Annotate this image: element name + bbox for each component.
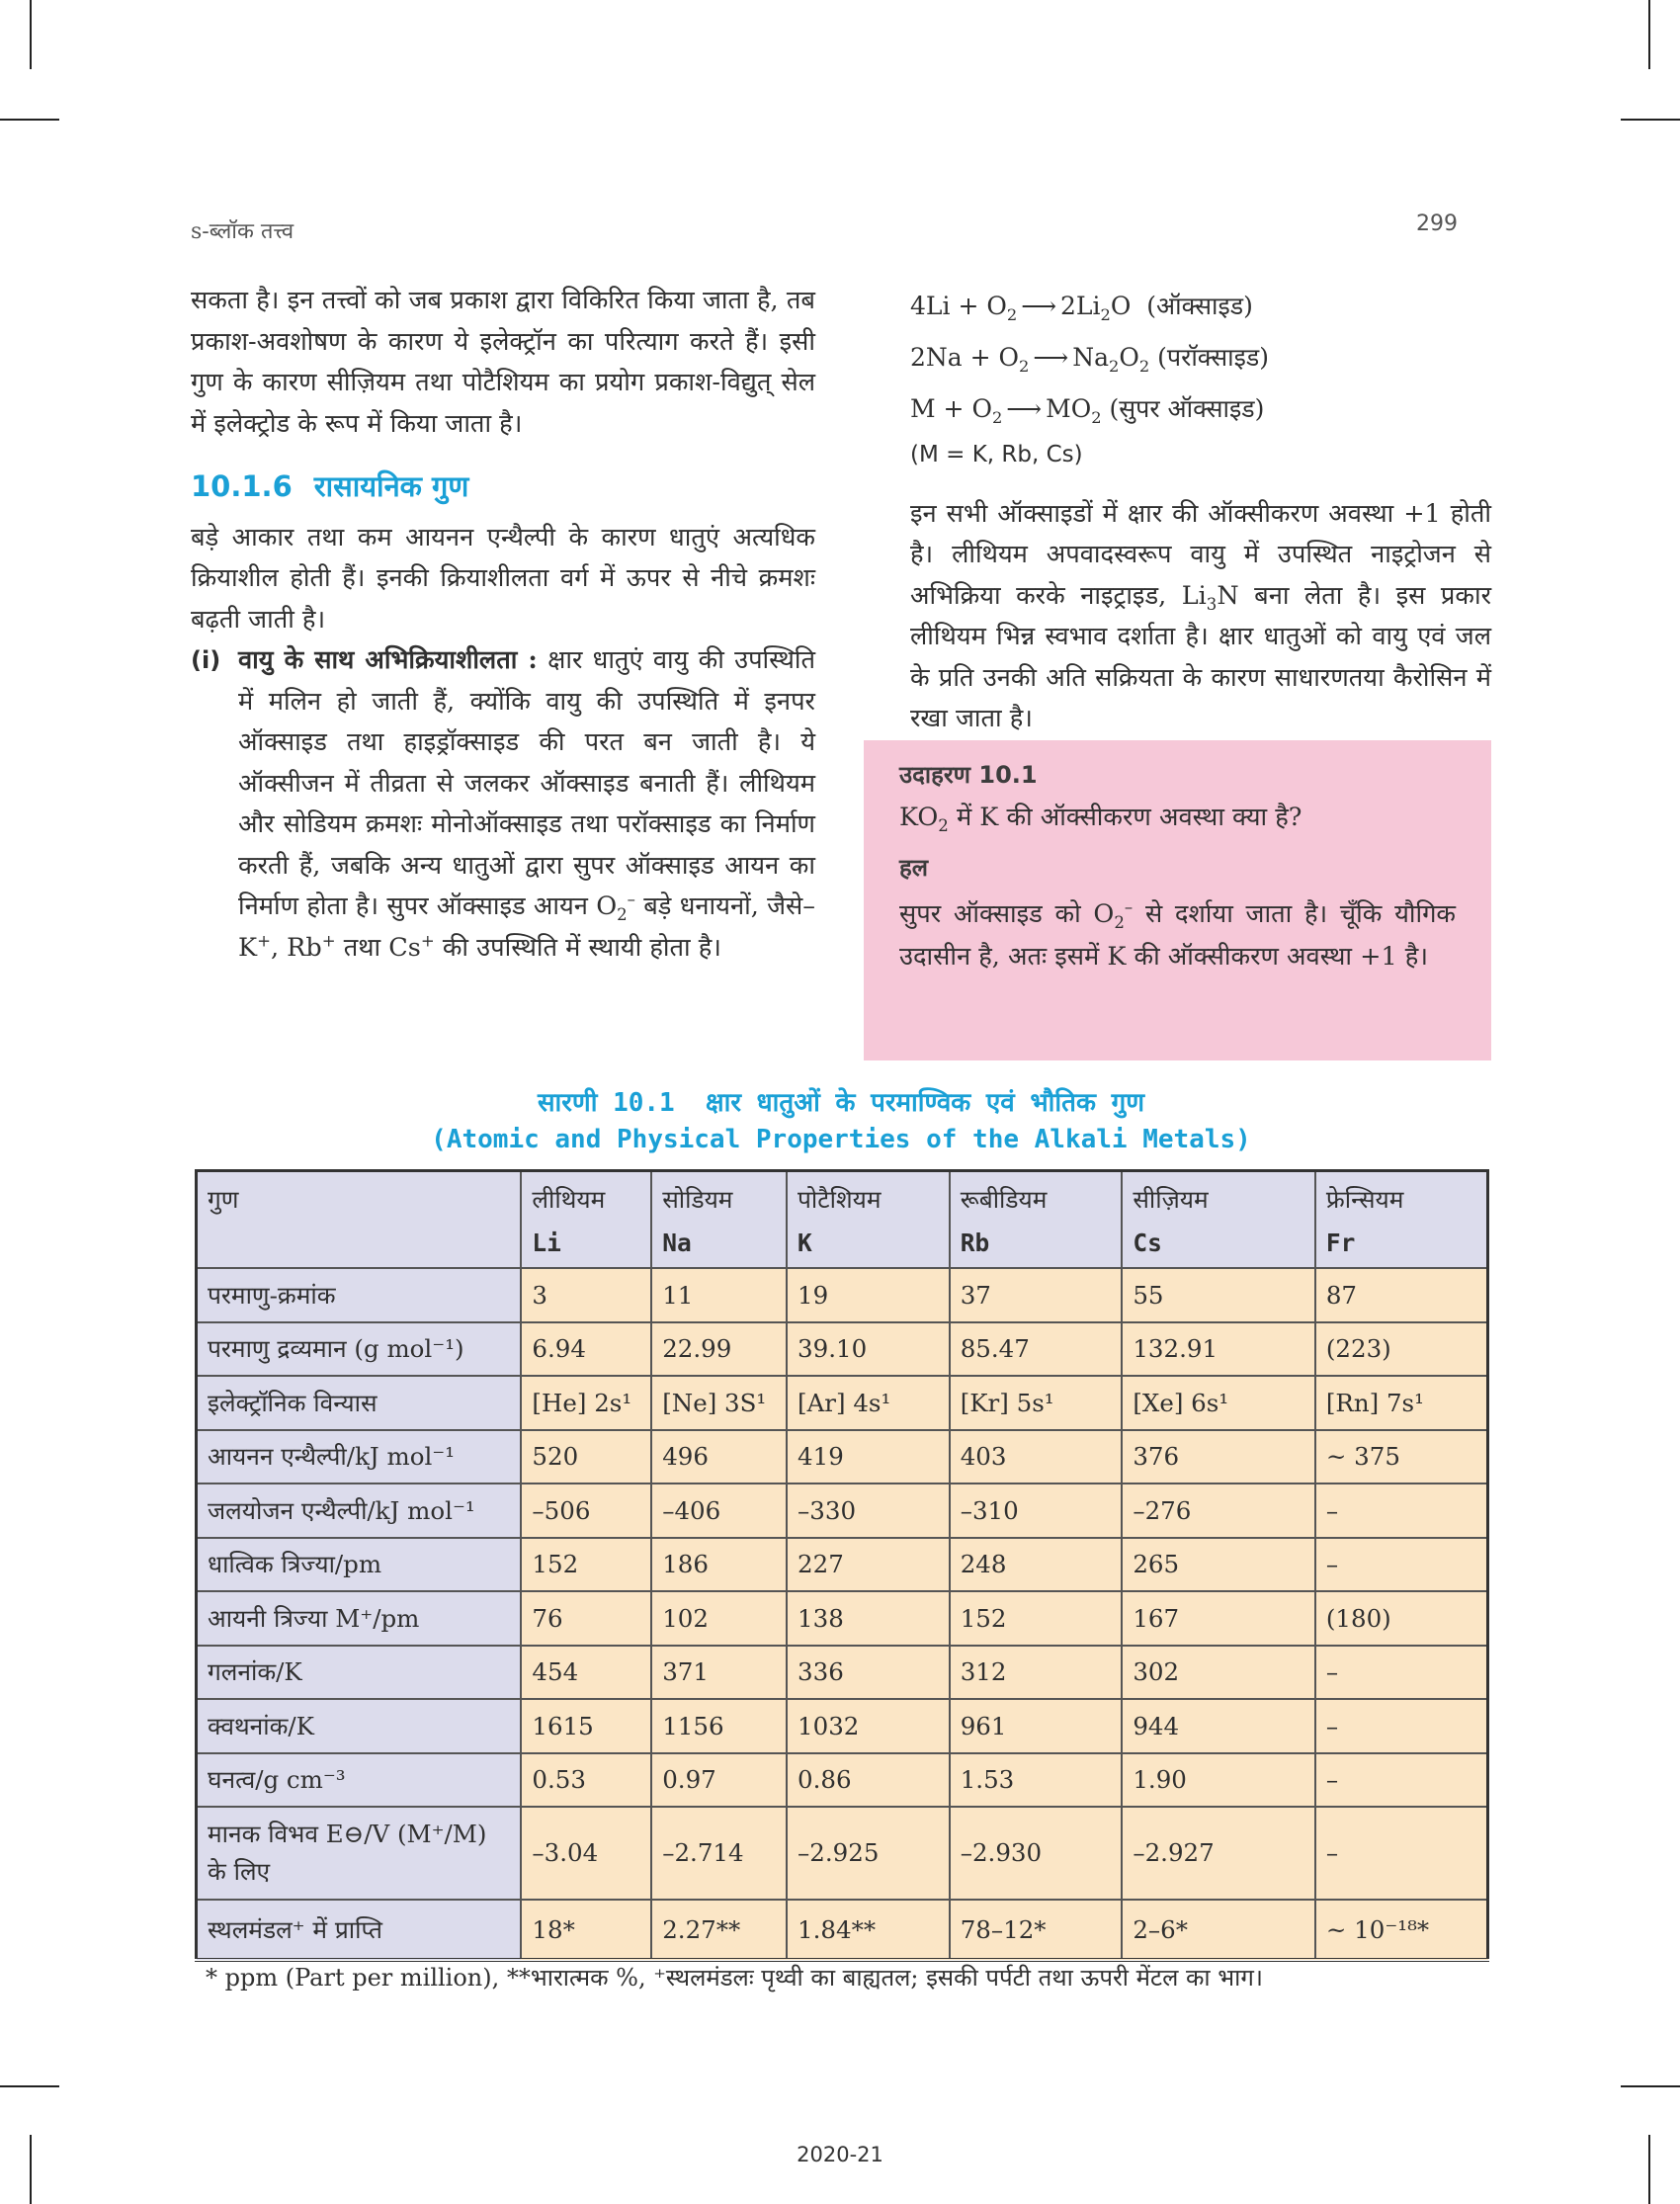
value-cell: [Ne] 3S¹ [651, 1376, 787, 1430]
property-cell: गलनांक/K [197, 1646, 522, 1700]
value-cell: 302 [1122, 1646, 1315, 1700]
item-text-2: बड़े धनायनों, जैसे– K [238, 891, 815, 963]
value-cell: 961 [950, 1699, 1123, 1753]
property-cell: आयनन एन्थैल्पी/kJ mol⁻¹ [197, 1430, 522, 1484]
equation-lithium: $4Li + O_2$ ⟶ $2Li_2O$ (ऑक्साइड) [910, 292, 1253, 324]
example-title: उदाहरण 10.1 [899, 761, 1038, 789]
value-cell: 87 [1315, 1268, 1488, 1322]
table-row [197, 1753, 1488, 1808]
value-cell: –310 [950, 1483, 1123, 1538]
value-cell: 3 [521, 1268, 651, 1322]
value-cell: 403 [950, 1430, 1123, 1484]
value-cell: 248 [950, 1538, 1123, 1592]
value-cell: 2.27** [651, 1900, 787, 1960]
table-row [197, 1900, 1488, 1960]
value-cell: 1.90 [1122, 1753, 1315, 1808]
value-cell: [Kr] 5s¹ [950, 1376, 1123, 1430]
page-number: 299 [1416, 212, 1458, 236]
value-cell: –506 [521, 1483, 651, 1538]
item-text-3: , Rb [270, 932, 322, 963]
property-cell: मानक विभव E⊖/V (M⁺/M) के लिए [197, 1807, 522, 1900]
value-cell: 152 [950, 1591, 1123, 1646]
value-cell: [Rn] 7s¹ [1315, 1376, 1488, 1430]
table-row [197, 1807, 1488, 1900]
value-cell: 265 [1122, 1538, 1315, 1592]
value-cell: 336 [787, 1646, 950, 1700]
value-cell: 371 [651, 1646, 787, 1700]
table-row [197, 1646, 1488, 1700]
value-cell: – [1315, 1538, 1488, 1592]
header-element: सीज़ियम Cs [1122, 1171, 1315, 1269]
value-cell: 167 [1122, 1591, 1315, 1646]
section-paragraph: बड़े आकार तथा कम आयनन एन्थैल्पी के कारण धातुएं अत्यधिक क्रियाशील होती हैं। इनकी क्रियाशीलता वर्ग में ऊपर से नीचे क्रमशः बढ़ती जाती है। [191, 522, 815, 635]
value-cell: – [1315, 1646, 1488, 1700]
value-cell: – [1315, 1699, 1488, 1753]
table-row [197, 1591, 1488, 1646]
property-cell: क्वथनांक/K [197, 1699, 522, 1753]
value-cell: ~ 10⁻¹⁸* [1315, 1900, 1488, 1960]
table-title [191, 1085, 1491, 1158]
table-row [197, 1430, 1488, 1484]
property-cell: परमाणु-क्रमांक [197, 1268, 522, 1322]
value-cell: (223) [1315, 1322, 1488, 1377]
value-cell: –2.925 [787, 1807, 950, 1900]
value-cell: 37 [950, 1268, 1123, 1322]
property-cell: इलेक्ट्रॉनिक विन्यास [197, 1376, 522, 1430]
oxides-paragraph: इन सभी ऑक्साइडों में क्षार की ऑक्सीकरण अवस्था +1 होती है। लीथियम अपवादस्वरूप वायु में उपस्थित नाइट्रोजन से अभिक्रिया करके नाइट्राइड, $Li_3N$ बना लेता है। इस प्रकार लीथियम भिन्न स्वभाव दर्शाता है। क्षार धातुओं को वायु एवं जल के प्रति उनकी अति सक्रियता के कारण साधारणतया कैरोसिन में रखा जाता है। [910, 498, 1491, 733]
example-answer: सुपर ऑक्साइड को $O_2^-$ से दर्शाया जाता है। चूँकि यौगिक उदासीन है, अतः इसमें K की ऑक्सीकरण अवस्था +1 है। [899, 897, 1457, 972]
table-row [197, 1483, 1488, 1538]
header-element: लीथियम Li [521, 1171, 651, 1269]
example-box [864, 740, 1491, 1060]
table-row [197, 1268, 1488, 1322]
running-head: s-ब्लॉक तत्त्व [191, 219, 294, 244]
table-title-english: (Atomic and Physical Properties of the Alkali Metals) [431, 1125, 1251, 1154]
equation-note: (M = K, Rb, Cs) [910, 442, 1083, 467]
table-row [197, 1322, 1488, 1377]
value-cell: (180) [1315, 1591, 1488, 1646]
value-cell: 11 [651, 1268, 787, 1322]
value-cell: –3.04 [521, 1807, 651, 1900]
header-element: रूबीडियम Rb [950, 1171, 1123, 1269]
table-header-row [197, 1171, 1488, 1269]
value-cell: 39.10 [787, 1322, 950, 1377]
equation-superoxide: $M + O_2$ ⟶ $MO_2$ (सुपर ऑक्साइड) [910, 394, 1265, 427]
value-cell: 1.84** [787, 1900, 950, 1960]
section-number: 10.1.6 [191, 469, 293, 503]
table-footnote: * ppm (Part per million), **भारात्मक %, ⁺स्थलमंडलः पृथ्वी का बाह्यतल; इसकी पर्पटी तथा ऊपरी मेंटल का भाग। [206, 1964, 1263, 1992]
property-cell: परमाणु द्रव्यमान (g mol⁻¹) [197, 1322, 522, 1377]
item-number: (i) [191, 646, 221, 674]
header-element: सोडियम Na [651, 1171, 787, 1269]
value-cell: 55 [1122, 1268, 1315, 1322]
value-cell: –2.930 [950, 1807, 1123, 1900]
value-cell: 186 [651, 1538, 787, 1592]
value-cell: 0.53 [521, 1753, 651, 1808]
value-cell: 1.53 [950, 1753, 1123, 1808]
section-title: रासायनिक गुण [313, 469, 469, 503]
example-question: $KO_2$ में K की ऑक्सीकरण अवस्था क्या है? [899, 803, 1302, 836]
property-cell: आयनी त्रिज्या M⁺/pm [197, 1591, 522, 1646]
property-cell: स्थलमंडल⁺ में प्राप्ति [197, 1900, 522, 1960]
value-cell: 944 [1122, 1699, 1315, 1753]
property-cell: धात्विक त्रिज्या/pm [197, 1538, 522, 1592]
value-cell: –2.714 [651, 1807, 787, 1900]
value-cell: 1032 [787, 1699, 950, 1753]
value-cell: 138 [787, 1591, 950, 1646]
value-cell: 2–6* [1122, 1900, 1315, 1960]
header-element: फ्रेन्सियम Fr [1315, 1171, 1488, 1269]
value-cell: –330 [787, 1483, 950, 1538]
list-item-air-reactivity: (i) वायु के साथ अभिक्रियाशीलता : क्षार धातुएं वायु की उपस्थिति में मलिन हो जाती हैं, क्योंकि वायु की उपस्थिति में इनपर ऑक्साइड तथा हाइड्रॉक्साइड की परत बन जाती है। ये ऑक्सीजन में तीव्रता से जलकर ऑक्साइड बनाती हैं। लीथियम और सोडियम क्रमशः मोनोऑक्साइड तथा परॉक्साइड का निर्माण करती हैं, जबकि अन्य धातुओं द्वारा सुपर ऑक्साइड आयन का निर्माण होता है। सुपर ऑक्साइड आयन $O_2^-$ बड़े धनायनों, जैसे– K+, Rb+ तथा Cs+ की उपस्थिति में स्थायी होता है। [191, 640, 815, 969]
value-cell: 76 [521, 1591, 651, 1646]
table-row [197, 1538, 1488, 1592]
value-cell: 376 [1122, 1430, 1315, 1484]
value-cell: 1156 [651, 1699, 787, 1753]
value-cell: –406 [651, 1483, 787, 1538]
value-cell: 227 [787, 1538, 950, 1592]
value-cell: 78–12* [950, 1900, 1123, 1960]
header-property: गुण [197, 1171, 522, 1269]
header-element: पोटैशियम K [787, 1171, 950, 1269]
value-cell: [Xe] 6s¹ [1122, 1376, 1315, 1430]
alkali-properties-table [195, 1169, 1489, 1962]
footer-year: 2020-21 [797, 2143, 883, 2166]
value-cell: 85.47 [950, 1322, 1123, 1377]
value-cell: [Ar] 4s¹ [787, 1376, 950, 1430]
value-cell: – [1315, 1483, 1488, 1538]
property-cell: जलयोजन एन्थैल्पी/kJ mol⁻¹ [197, 1483, 522, 1538]
solution-label: हल [899, 854, 929, 882]
value-cell: 454 [521, 1646, 651, 1700]
value-cell: –276 [1122, 1483, 1315, 1538]
table-row [197, 1376, 1488, 1430]
value-cell: [He] 2s¹ [521, 1376, 651, 1430]
item-text: क्षार धातुएं वायु की उपस्थिति में मलिन हो जाती हैं, क्योंकि वायु की उपस्थिति में इनपर ऑक्साइड तथा हाइड्रॉक्साइड की परत बन जाती है। ये ऑक्सीजन में तीव्रता से जलकर ऑक्साइड बनाती हैं। लीथियम और सोडियम क्रमशः मोनोऑक्साइड तथा परॉक्साइड का निर्माण करती हैं, जबकि अन्य धातुओं द्वारा सुपर ऑक्साइड आयन का निर्माण होता है। सुपर ऑक्साइड आयन [238, 645, 815, 921]
table-row [197, 1699, 1488, 1753]
item-title: वायु के साथ अभिक्रियाशीलता : [238, 645, 538, 675]
item-text-5: की उपस्थिति में स्थायी होता है। [442, 932, 721, 963]
property-cell: घनत्व/g cm⁻³ [197, 1753, 522, 1808]
value-cell: ~ 375 [1315, 1430, 1488, 1484]
item-text-4: तथा Cs [343, 932, 421, 963]
value-cell: –2.927 [1122, 1807, 1315, 1900]
value-cell: 6.94 [521, 1322, 651, 1377]
section-heading [191, 466, 815, 508]
value-cell: 0.86 [787, 1753, 950, 1808]
value-cell: 0.97 [651, 1753, 787, 1808]
value-cell: 18* [521, 1900, 651, 1960]
value-cell: 22.99 [651, 1322, 787, 1377]
value-cell: 496 [651, 1430, 787, 1484]
value-cell: 419 [787, 1430, 950, 1484]
value-cell: – [1315, 1753, 1488, 1808]
value-cell: 132.91 [1122, 1322, 1315, 1377]
value-cell: – [1315, 1807, 1488, 1900]
equation-sodium: $2Na + O_2$ ⟶ $Na_2O_2$ (परॉक्साइड) [910, 343, 1270, 376]
superoxide-ion: $O_2^-$ [596, 890, 635, 925]
value-cell: 152 [521, 1538, 651, 1592]
left-column [191, 281, 815, 969]
value-cell: 19 [787, 1268, 950, 1322]
right-column [910, 281, 1491, 740]
value-cell: 102 [651, 1591, 787, 1646]
value-cell: 520 [521, 1430, 651, 1484]
intro-paragraph: सकता है। इन तत्त्वों को जब प्रकाश द्वारा विकिरित किया जाता है, तब प्रकाश-अवशोषण के कारण ये इलेक्ट्रॉन का परित्याग करते हैं। इसी गुण के कारण सीज़ियम तथा पोटैशियम का प्रयोग प्रकाश-विद्युत् सेल में इलेक्ट्रोड के रूप में किया जाता है। [191, 286, 815, 439]
value-cell: 312 [950, 1646, 1123, 1700]
value-cell: 1615 [521, 1699, 651, 1753]
table-title-hindi: सारणी 10.1 क्षार धातुओं के परमाण्विक एवं भौतिक गुण [537, 1088, 1145, 1118]
